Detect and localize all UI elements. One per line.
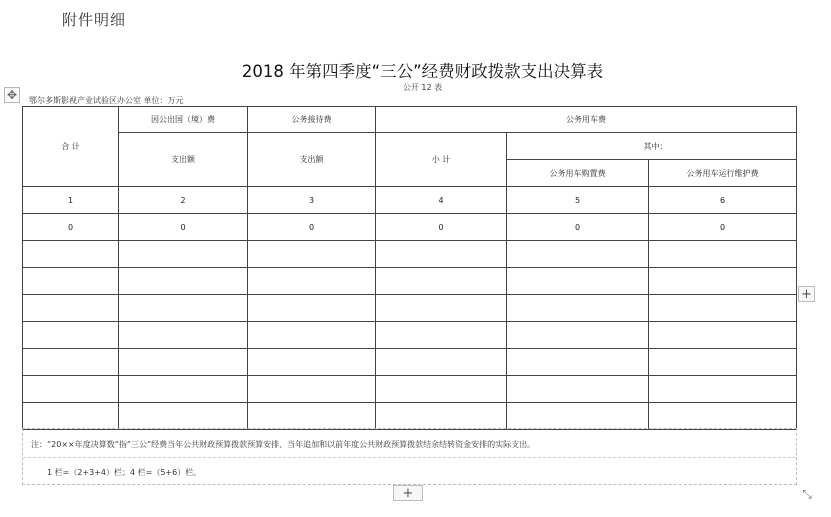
table-cell[interactable] xyxy=(376,268,507,295)
table-cell[interactable] xyxy=(376,322,507,349)
table-cell[interactable] xyxy=(376,376,507,403)
table-row xyxy=(23,241,797,268)
table-row xyxy=(23,376,797,403)
table-cell[interactable] xyxy=(23,241,119,268)
table-row xyxy=(23,268,797,295)
header-title: 附件明细 xyxy=(62,11,127,29)
table-cell[interactable] xyxy=(376,349,507,376)
table-cell[interactable]: 2 xyxy=(119,187,248,214)
move-icon[interactable]: ✥ xyxy=(4,87,20,103)
table-cell[interactable] xyxy=(507,322,649,349)
table-row xyxy=(23,403,797,430)
table-cell[interactable] xyxy=(119,295,248,322)
table-cell[interactable] xyxy=(507,241,649,268)
table-cell[interactable] xyxy=(23,403,119,430)
table-cell[interactable] xyxy=(248,322,376,349)
document-subtitle: 公开 12 表 xyxy=(402,83,443,92)
table-cell[interactable] xyxy=(376,241,507,268)
table-cell[interactable]: 0 xyxy=(119,214,248,241)
table-cell[interactable] xyxy=(507,403,649,430)
table-cell[interactable] xyxy=(119,349,248,376)
reception-expense-header: 支出额 xyxy=(248,133,376,187)
vehicle-subtotal-header: 小 计 xyxy=(376,133,507,187)
note-line-2: 1 栏=（2+3+4）栏；4 栏=（5+6）栏。 xyxy=(47,468,202,477)
table-cell[interactable] xyxy=(23,268,119,295)
expense-table xyxy=(22,106,797,430)
table-cell[interactable] xyxy=(248,376,376,403)
add-row-button[interactable]: + xyxy=(393,485,423,501)
reception-header: 公务接待费 xyxy=(248,107,376,133)
table-cell[interactable] xyxy=(248,403,376,430)
table-cell[interactable] xyxy=(507,349,649,376)
index-row xyxy=(23,187,797,214)
table-cell[interactable]: 0 xyxy=(376,214,507,241)
value-row xyxy=(23,214,797,241)
table-cell[interactable]: 0 xyxy=(507,214,649,241)
table-row xyxy=(23,295,797,322)
abroad-expense-header: 支出额 xyxy=(119,133,248,187)
document-title: 2018 年第四季度“三公”经费财政拨款支出决算表 xyxy=(241,62,604,81)
organization-unit-line: 鄂尔多斯影视产业试验区办公室 单位：万元 xyxy=(29,96,184,105)
table-cell[interactable] xyxy=(119,376,248,403)
table-cell[interactable] xyxy=(507,376,649,403)
of-which-label: 其中： xyxy=(507,133,797,160)
notes-frame xyxy=(22,428,797,485)
table-cell[interactable]: 3 xyxy=(248,187,376,214)
table-cell[interactable]: 1 xyxy=(23,187,119,214)
table-cell[interactable] xyxy=(248,241,376,268)
note-line-1: 注：“20××年度决算数”指“三公”经费当年公共财政预算拨款预算安排、当年追加和以前年度公共财政预算拨款结余结转资金安排的实际支出。 xyxy=(31,440,536,449)
add-column-button[interactable]: + xyxy=(798,286,815,302)
table-cell[interactable] xyxy=(649,376,797,403)
table-cell[interactable] xyxy=(649,268,797,295)
empty-rows xyxy=(23,241,797,430)
resize-diagonal-icon[interactable]: ⤡ xyxy=(802,486,812,501)
table-cell[interactable] xyxy=(649,322,797,349)
table-cell[interactable] xyxy=(507,268,649,295)
table-cell[interactable] xyxy=(649,295,797,322)
table-cell[interactable] xyxy=(248,295,376,322)
table-cell[interactable]: 5 xyxy=(507,187,649,214)
vehicle-operation-header: 公务用车运行维护费 xyxy=(649,160,797,187)
vehicle-purchase-header: 公务用车购置费 xyxy=(507,160,649,187)
total-header: 合 计 xyxy=(23,107,119,187)
table-cell[interactable] xyxy=(119,268,248,295)
table-cell[interactable]: 0 xyxy=(23,214,119,241)
vehicle-header: 公务用车费 xyxy=(376,107,797,133)
table-cell[interactable]: 4 xyxy=(376,187,507,214)
table-cell[interactable] xyxy=(248,349,376,376)
table-row xyxy=(23,322,797,349)
table-cell[interactable] xyxy=(376,403,507,430)
table-cell[interactable] xyxy=(119,241,248,268)
table-cell[interactable] xyxy=(23,322,119,349)
table-cell[interactable] xyxy=(649,241,797,268)
table-cell[interactable] xyxy=(248,268,376,295)
table-cell[interactable] xyxy=(376,295,507,322)
table-cell[interactable]: 0 xyxy=(248,214,376,241)
table-cell[interactable]: 6 xyxy=(649,187,797,214)
table-cell[interactable]: 0 xyxy=(649,214,797,241)
table-cell[interactable] xyxy=(23,349,119,376)
table-cell[interactable] xyxy=(649,403,797,430)
notes-divider xyxy=(23,457,796,458)
table-cell[interactable] xyxy=(119,403,248,430)
abroad-header: 因公出国（境）费 xyxy=(119,107,248,133)
table-row xyxy=(23,349,797,376)
table-cell[interactable] xyxy=(649,349,797,376)
table-cell[interactable] xyxy=(23,295,119,322)
table-cell[interactable] xyxy=(119,322,248,349)
table-cell[interactable] xyxy=(23,376,119,403)
table-cell[interactable] xyxy=(507,295,649,322)
